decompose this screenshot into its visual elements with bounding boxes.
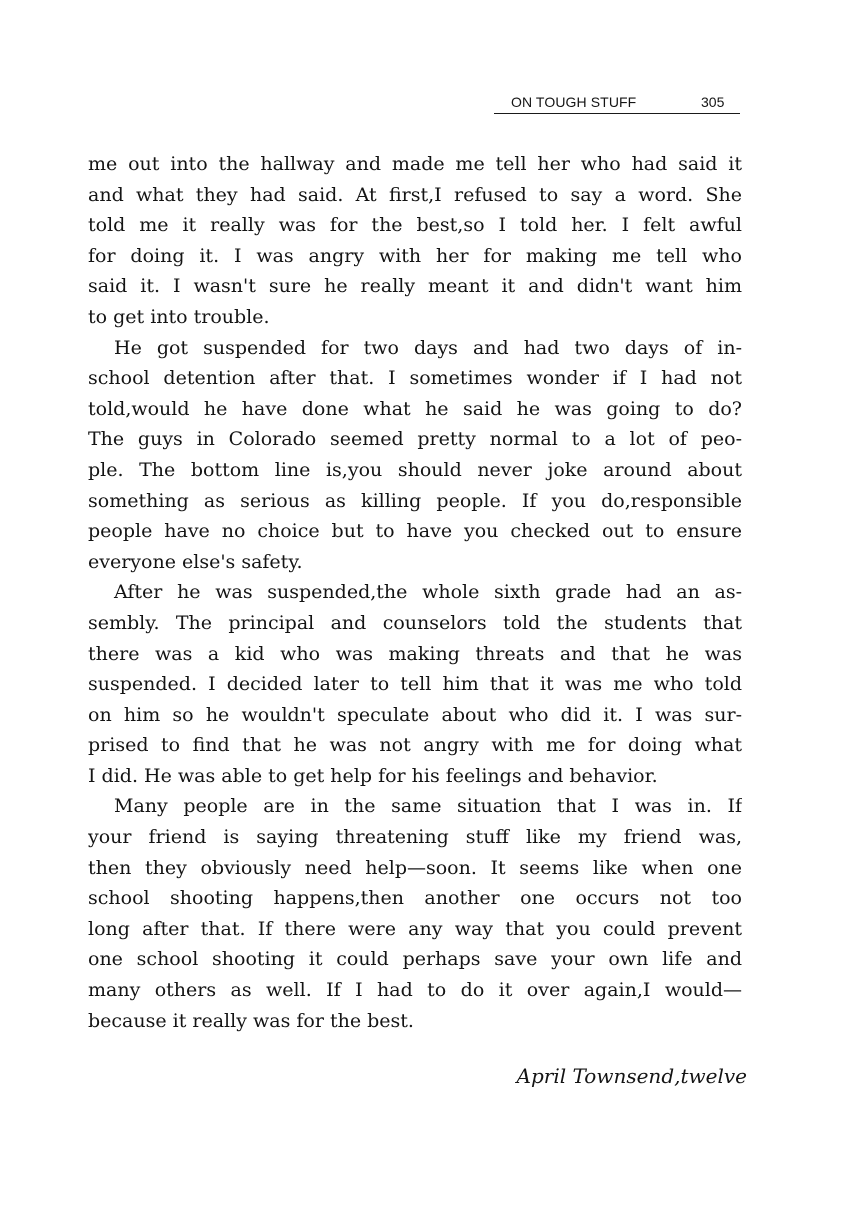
text-line: sembly. The principal and counselors told the students that — [88, 611, 742, 634]
text-line: The guys in Colorado seemed pretty normal to a lot of peo- — [88, 428, 742, 451]
text-line: school shooting happens,then another one occurs not too — [88, 887, 742, 910]
text-line: to get into trouble. — [88, 305, 270, 328]
paragraph-1 — [88, 149, 742, 333]
running-header-title: ON TOUGH STUFF — [511, 94, 637, 110]
text-line: people have no choice but to have you checked out to ensure — [88, 520, 742, 543]
text-line: Many people are in the same situation that I was in. If — [114, 795, 742, 818]
running-header — [494, 94, 740, 116]
text-line: suspended. I decided later to tell him that it was me who told — [88, 673, 742, 696]
text-line: then they obviously need help—soon. It seems like when one — [88, 856, 742, 879]
text-line: many others as well. If I had to do it over again,I would— — [88, 979, 742, 1002]
page-number: 305 — [701, 94, 725, 110]
text-line: because it really was for the best. — [88, 1009, 414, 1032]
text-line: He got suspended for two days and had two days of in- — [114, 336, 742, 359]
author-signature: April Townsend,twelve — [516, 1064, 747, 1088]
text-line: everyone else's safety. — [88, 550, 303, 573]
paragraph-4 — [88, 791, 742, 1036]
text-line: I did. He was able to get help for his feelings and behavior. — [88, 764, 658, 787]
text-line: and what they had said. At first,I refused to say a word. She — [88, 183, 742, 206]
text-line: me out into the hallway and made me tell her who had said it — [88, 153, 742, 175]
text-line: After he was suspended,the whole sixth grade had an as- — [114, 581, 742, 604]
header-rule — [494, 113, 740, 114]
text-line: for doing it. I was angry with her for making me tell who — [88, 244, 742, 267]
body-text — [88, 149, 742, 1036]
text-line: your friend is saying threatening stuff like my friend was, — [88, 826, 742, 849]
text-line: told,would he have done what he said he was going to do? — [88, 397, 742, 420]
text-line: something as serious as killing people. If you do,responsible — [88, 489, 742, 512]
paragraph-3 — [88, 577, 742, 791]
text-line: one school shooting it could perhaps save your own life and — [88, 948, 742, 971]
text-line: long after that. If there were any way that you could prevent — [88, 917, 742, 940]
text-line: there was a kid who was making threats and that he was — [88, 642, 742, 665]
text-line: school detention after that. I sometimes wonder if I had not — [88, 367, 742, 390]
paragraph-2 — [88, 333, 742, 578]
text-line: on him so he wouldn't speculate about who did it. I was sur- — [88, 703, 742, 726]
text-line: told me it really was for the best,so I told her. I felt awful — [88, 214, 742, 237]
text-line: said it. I wasn't sure he really meant it and didn't want him — [88, 275, 742, 298]
text-line: ple. The bottom line is,you should never joke around about — [88, 458, 742, 481]
text-line: prised to find that he was not angry with me for doing what — [88, 734, 742, 757]
